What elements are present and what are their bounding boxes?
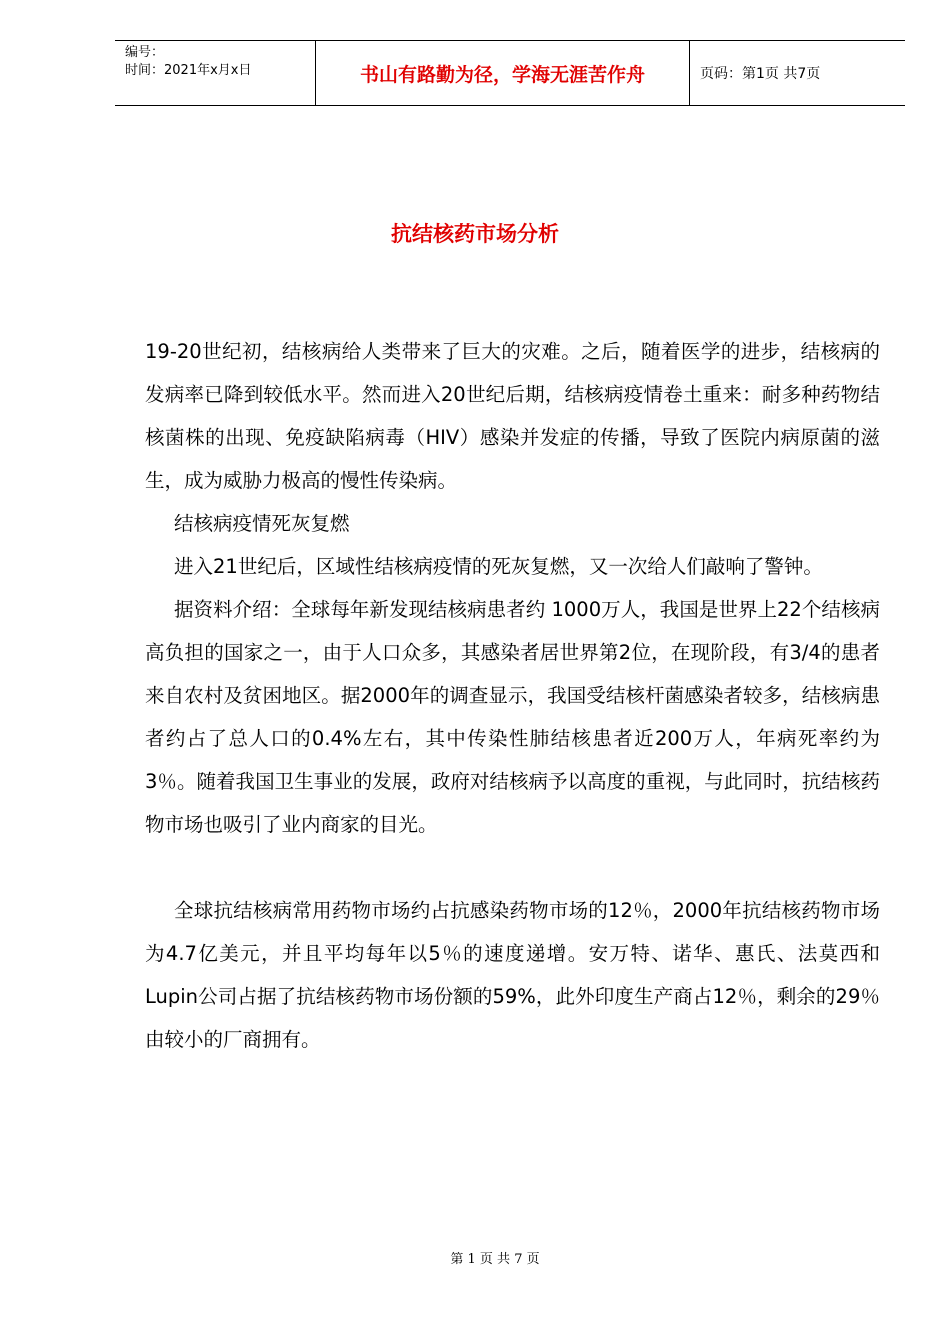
document-header [115,40,905,106]
header-motto: 书山有路勤为径，学海无涯苦作舟 [316,41,690,105]
document-title: 抗结核药市场分析 [391,221,559,246]
paragraph: 据资料介绍：全球每年新发现结核病患者约 1000万人，我国是世界上22个结核病高负担的国家之一，由于人口众多，其感染者居世界第2位，在现阶段，有3/4的患者来自农村及贫困地区。据2000年的调查显示，我国受结核杆菌感染者较多，结核病患者约占了总人口的0.4%左右，其中传染性肺结核患者近200万人，年病死率约为3％。随着我国卫生事业的发展，政府对结核病予以高度的重视，与此同时，抗结核药物市场也吸引了业内商家的目光。 [145,598,880,836]
header-page-info: 页码：第1页 共7页 [700,66,821,82]
section-heading: 结核病疫情死灰复燃 [174,512,350,535]
header-meta [115,41,316,105]
paragraph-spacer [145,846,880,889]
document-body [145,330,880,1061]
header-time: 时间：2021年x月x日 [125,63,252,78]
paragraph-intro: 19-20世纪初，结核病给人类带来了巨大的灾难。之后，随着医学的进步，结核病的发病率已降到较低水平。然而进入20世纪后期，结核病疫情卷土重来：耐多种药物结核菌株的出现、免疫缺陷病毒（HIV）感染并发症的传播，导致了医院内病原菌的滋生，成为威胁力极高的慢性传染病。 [145,340,880,492]
header-number: 编号： [125,45,165,60]
paragraph: 全球抗结核病常用药物市场约占抗感染药物市场的12％，2000年抗结核药物市场为4.7亿美元，并且平均每年以5％的速度递增。安万特、诺华、惠氏、法莫西和Lupin公司占据了抗结核药物市场份额的59%，此外印度生产商占12％，剩余的29％由较小的厂商拥有。 [145,899,880,1051]
page-footer: 第 1 页 共 7 页 [450,1252,540,1267]
paragraph: 进入21世纪后，区域性结核病疫情的死灰复燃，又一次给人们敲响了警钟。 [174,555,823,578]
